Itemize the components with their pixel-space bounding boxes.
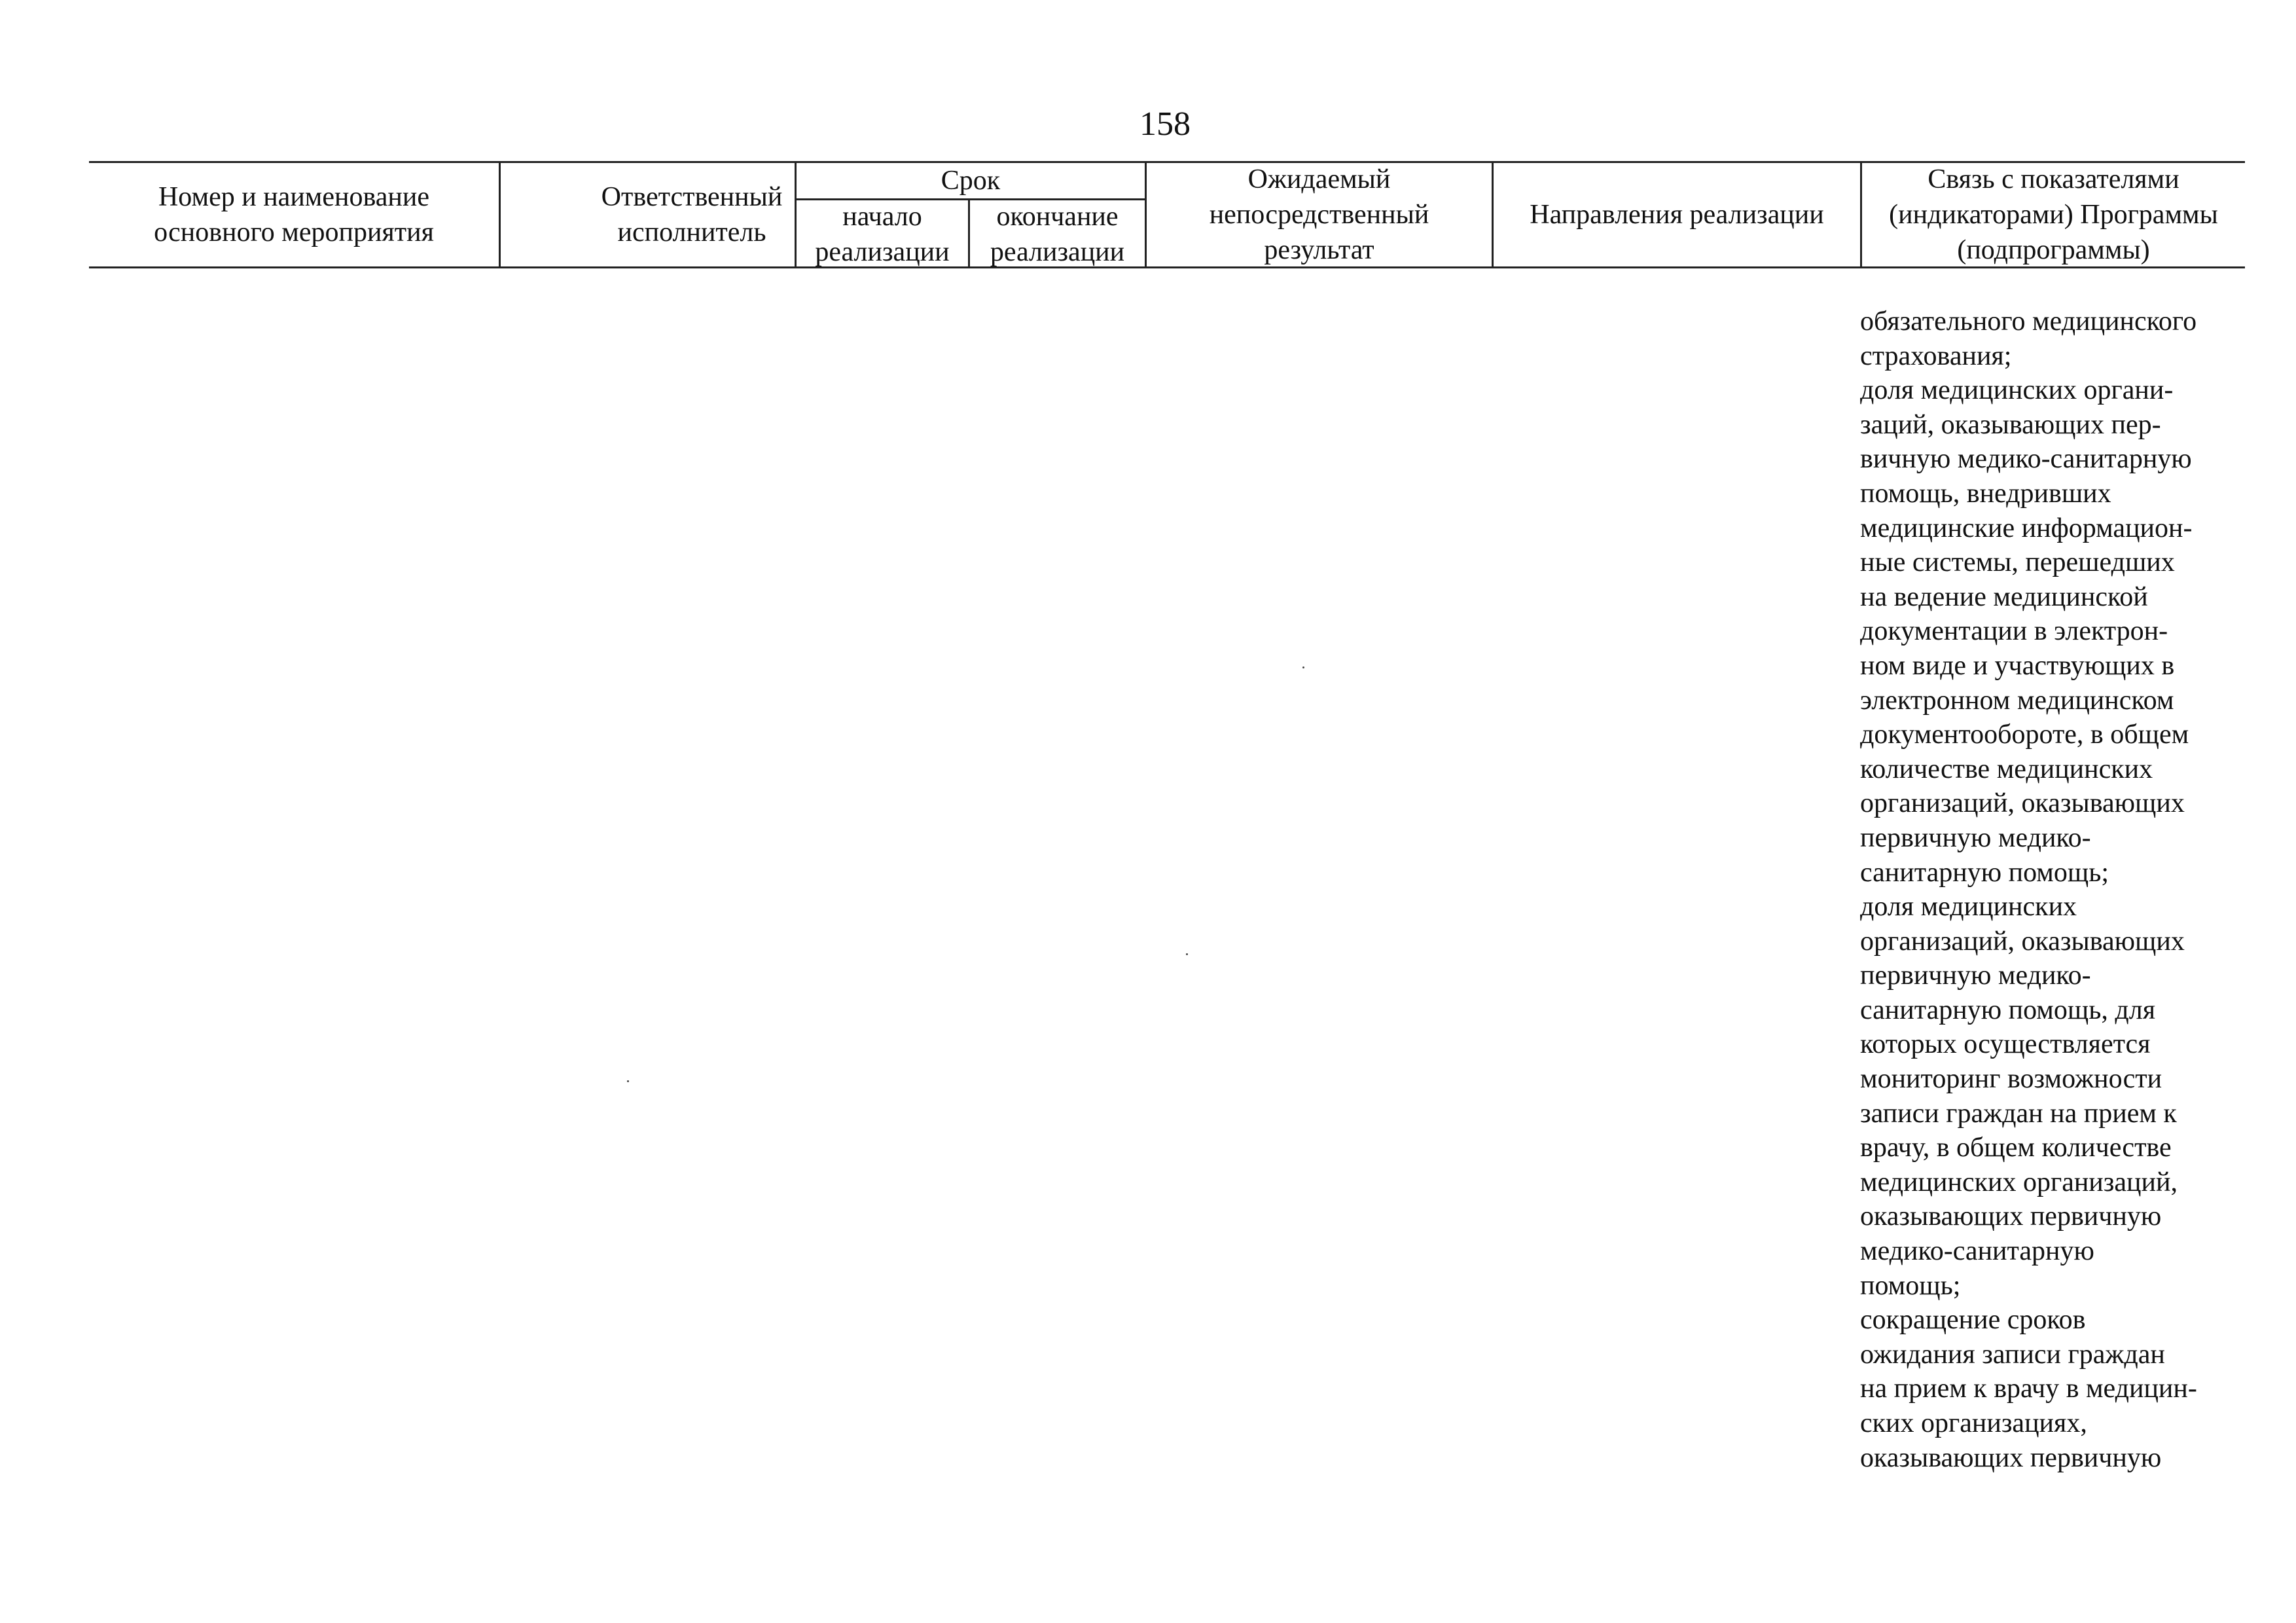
header-term-start: начало реализации [815, 202, 950, 267]
header-expected-result: Ожидаемый непосредственный результат [1209, 164, 1429, 265]
header-term-end: окончание реализации [990, 202, 1125, 267]
scan-speck [1302, 666, 1304, 668]
header-number-name: Номер и наименование основного мероприятия [154, 182, 434, 247]
table-header [89, 161, 2245, 268]
indicators-cell-text: обязательного медицинского страхования; доля медицинских органи- заций, оказывающих пер- вичную медико-санитарную помощь, внедривших медицинские информацион- ные системы, перешедших на ведение медицинской документации в электрон- ном виде и участвующих в электронном медицинском документообороте, в общем количестве медицинских организаций, оказывающих первичную медико- санитарную помощь; доля медицинских организаций, оказывающих первичную медико- санитарную помощь, для которых осуществляется мониторинг возможности записи граждан на прием к врачу, в общем количестве медицинских организаций, оказывающих первичную медико-санитарную помощь; сокращение сроков ожидания записи граждан на прием к врачу в медицин- ских организациях, оказывающих первичную [1860, 306, 2197, 1473]
scan-speck [627, 1080, 629, 1082]
scan-speck [1186, 953, 1188, 955]
page-number: 158 [1139, 105, 1191, 143]
header-term: Срок [941, 166, 1001, 196]
header-responsible: Ответственный исполнитель [601, 182, 783, 247]
header-indicators: Связь с показателями (индикаторами) Программы (подпрограммы) [1889, 164, 2218, 265]
header-directions: Направления реализации [1530, 200, 1824, 230]
